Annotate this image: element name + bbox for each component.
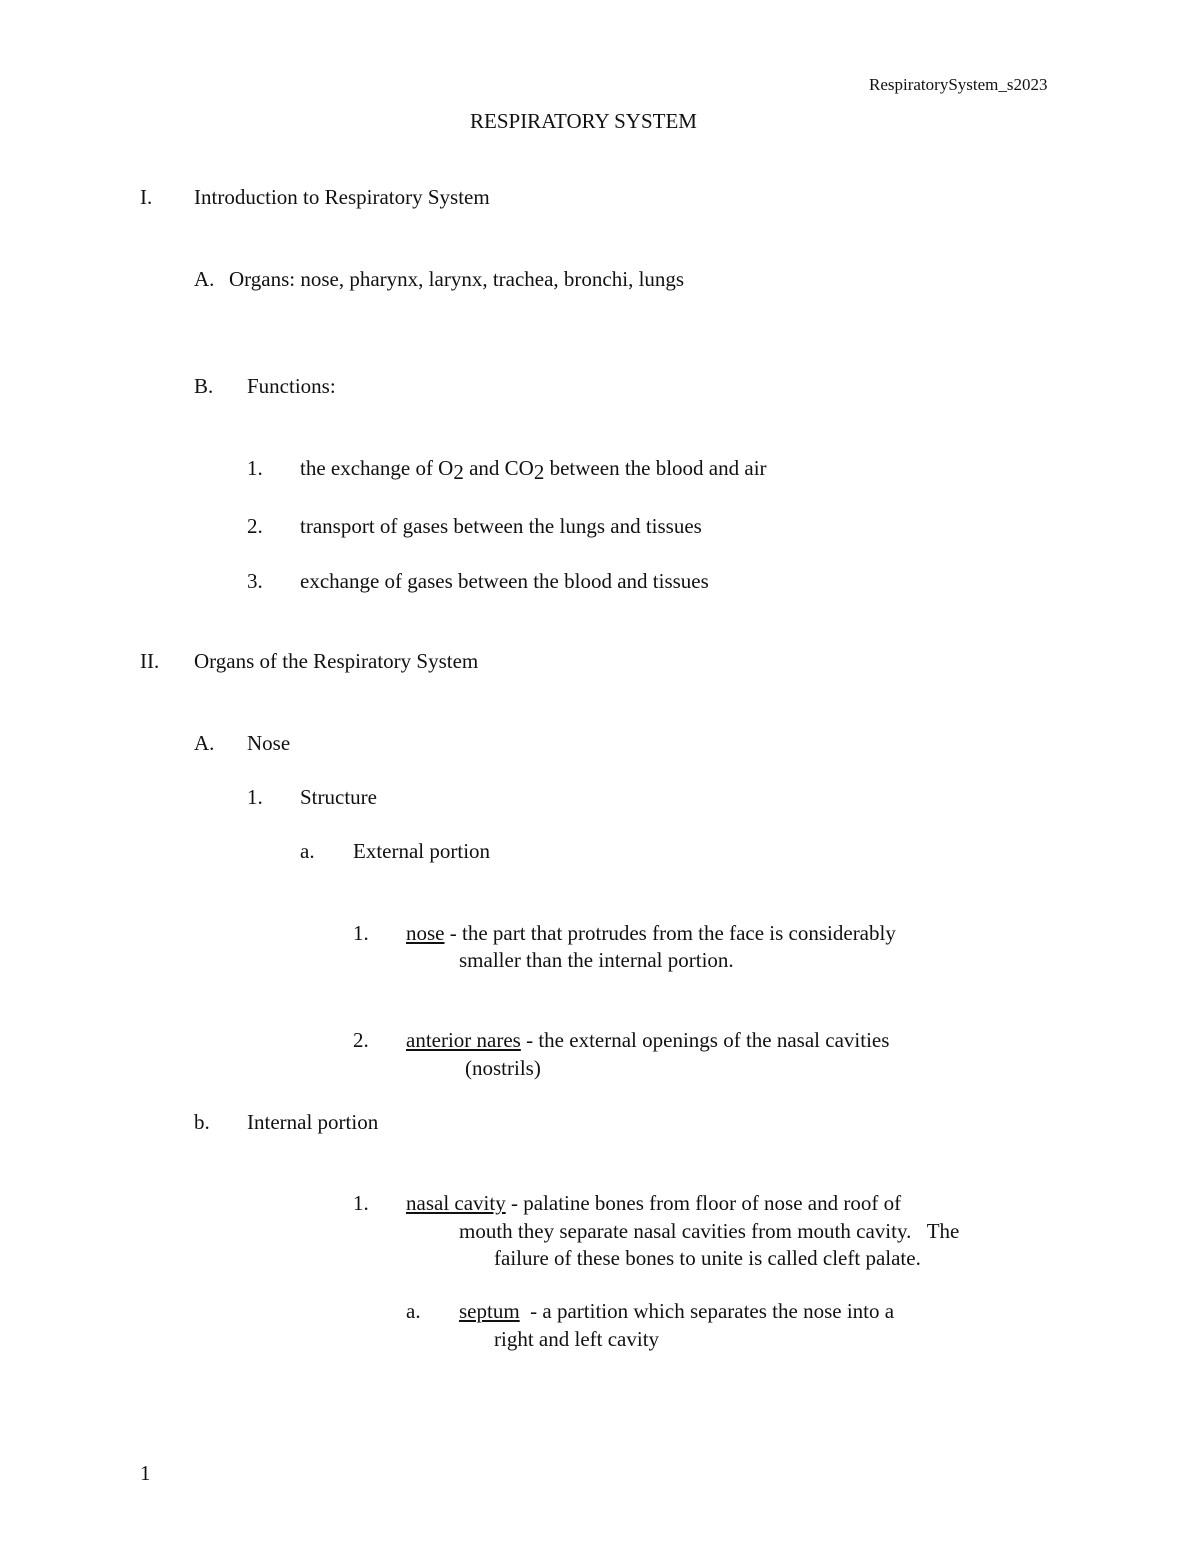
internal-1-cont2: failure of these bones to unite is called cleft palate. xyxy=(494,1246,921,1270)
section-1-a-text: Organs: nose, pharynx, larynx, trachea, bronchi, lungs xyxy=(229,267,685,291)
page-number: 1 xyxy=(140,1461,151,1485)
function-3-text: exchange of gases between the blood and tissues xyxy=(300,569,709,593)
structure-text: Structure xyxy=(300,785,377,809)
external-2-text: anterior nares - the external openings of the nasal cavities xyxy=(406,1028,890,1052)
external-1-cont: smaller than the internal portion. xyxy=(459,948,734,972)
internal-1-text: nasal cavity - palatine bones from floor of nose and roof of xyxy=(406,1191,902,1215)
function-1-text: the exchange of $O_2$ and $CO_2$ between the blood and air xyxy=(300,456,767,484)
external-1-num: 1. xyxy=(353,921,369,945)
term-anterior-nares: anterior nares xyxy=(406,1028,521,1052)
term-nose: nose xyxy=(406,921,445,945)
internal-label: b. xyxy=(194,1110,210,1134)
external-label: a. xyxy=(300,839,315,863)
section-2-a-text: Nose xyxy=(247,731,291,755)
septum-label: a. xyxy=(406,1299,421,1323)
external-1-text: nose - the part that protrudes from the face is considerably xyxy=(406,921,896,945)
function-2-num: 2. xyxy=(247,514,263,538)
section-1-heading: Introduction to Respiratory System xyxy=(194,185,490,209)
function-1-num: 1. xyxy=(247,456,263,480)
section-1-b-label: B. xyxy=(194,374,214,398)
septum-cont: right and left cavity xyxy=(494,1327,660,1351)
function-2-text: transport of gases between the lungs and tissues xyxy=(300,514,702,538)
term-septum: septum xyxy=(459,1299,520,1323)
section-1-a-label: A. xyxy=(194,267,215,291)
external-text: External portion xyxy=(353,839,491,863)
section-2-numeral: II. xyxy=(140,649,160,673)
septum-text: septum - a partition which separates the nose into a xyxy=(459,1299,895,1323)
section-2-heading: Organs of the Respiratory System xyxy=(194,649,479,673)
function-3-num: 3. xyxy=(247,569,263,593)
page-title: RESPIRATORY SYSTEM xyxy=(470,109,697,133)
term-nasal-cavity: nasal cavity xyxy=(406,1191,506,1215)
internal-1-cont1: mouth they separate nasal cavities from mouth cavity. The xyxy=(459,1219,960,1243)
external-2-num: 2. xyxy=(353,1028,369,1052)
section-1-b-text: Functions: xyxy=(247,374,336,398)
section-2-a-label: A. xyxy=(194,731,215,755)
section-1-numeral: I. xyxy=(140,185,153,209)
header-filename: RespiratorySystem_s2023 xyxy=(869,75,1048,94)
structure-num: 1. xyxy=(247,785,263,809)
external-2-cont: (nostrils) xyxy=(465,1056,541,1080)
internal-1-num: 1. xyxy=(353,1191,369,1215)
internal-text: Internal portion xyxy=(247,1110,379,1134)
